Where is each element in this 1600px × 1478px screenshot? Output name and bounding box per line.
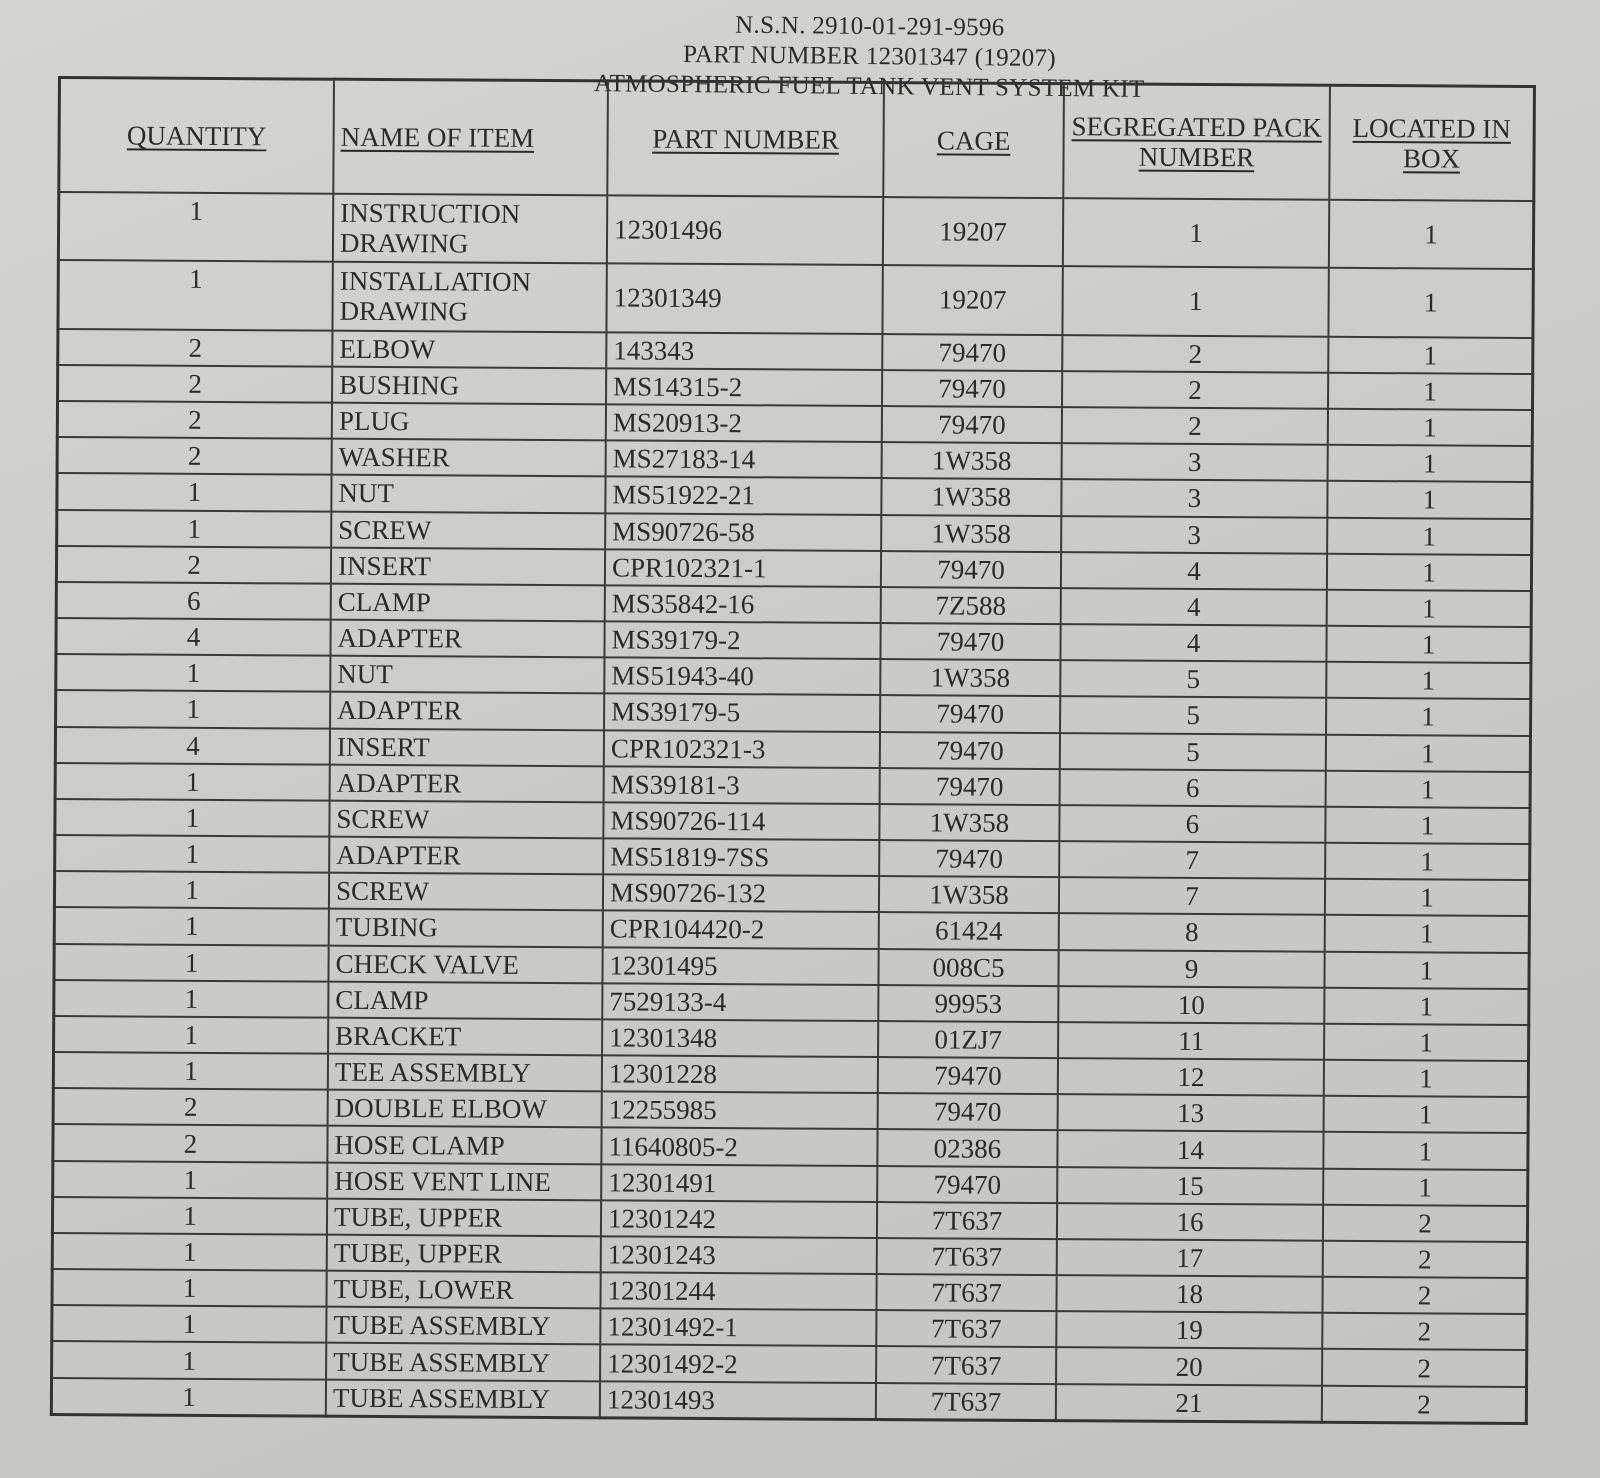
part-number-cell: MS51922-21: [605, 477, 881, 515]
segregated-pack-cell: 5: [1060, 660, 1326, 698]
cage-cell: 7T637: [877, 1238, 1057, 1275]
segregated-pack-cell: 15: [1057, 1167, 1323, 1205]
segregated-pack-cell: 17: [1057, 1239, 1323, 1277]
item-name-cell: PLUG: [332, 403, 606, 441]
quantity-cell: 1: [56, 654, 331, 692]
segregated-pack-cell: 8: [1059, 914, 1325, 952]
quantity-cell: 4: [55, 727, 330, 765]
table-header-row: [59, 78, 1535, 202]
table-row: [58, 260, 1533, 337]
segregated-pack-cell: 18: [1056, 1275, 1322, 1313]
quantity-cell: 1: [54, 944, 329, 982]
nsn-line: N.S.N. 2910-01-291-9596: [735, 11, 1005, 42]
segregated-pack-cell: 2: [1062, 407, 1328, 445]
part-number-cell: 12301493: [600, 1381, 876, 1420]
segregated-pack-cell: 1: [1062, 266, 1328, 336]
part-number-cell: MS14315-2: [606, 368, 882, 406]
item-name-cell: ADAPTER: [330, 692, 604, 730]
located-in-box-cell: 1: [1327, 481, 1532, 518]
item-name-cell: SCREW: [329, 873, 603, 911]
cage-cell: 008C5: [878, 949, 1058, 986]
quantity-cell: 1: [54, 907, 329, 945]
located-in-box-cell: 1: [1326, 662, 1531, 699]
item-name-cell: ADAPTER: [330, 620, 604, 658]
item-name-cell: ADAPTER: [329, 837, 603, 875]
part-number-cell: 12301242: [601, 1200, 877, 1238]
item-name-cell: HOSE CLAMP: [327, 1126, 601, 1164]
segregated-pack-cell: 13: [1058, 1094, 1324, 1132]
quantity-cell: 2: [53, 1088, 328, 1126]
cage-cell: 79470: [882, 334, 1062, 371]
item-name-cell: TUBE ASSEMBLY: [326, 1307, 600, 1345]
cage-cell: 79470: [878, 1057, 1058, 1094]
item-name-cell: HOSE VENT LINE: [327, 1162, 601, 1200]
item-name-cell: BRACKET: [328, 1018, 602, 1056]
located-in-box-cell: 1: [1326, 698, 1531, 735]
part-number-cell: CPR104420-2: [603, 911, 879, 949]
table-row: [58, 192, 1533, 269]
part-number-cell: MS51819-7SS: [603, 838, 879, 876]
part-number-cell: MS20913-2: [606, 404, 882, 442]
part-number-cell: MS39181-3: [604, 766, 880, 804]
segregated-pack-cell: 3: [1061, 516, 1327, 554]
quantity-cell: 2: [53, 1124, 328, 1162]
segregated-pack-cell: 3: [1062, 443, 1328, 481]
quantity-cell: 1: [55, 835, 330, 873]
cage-cell: 7T637: [876, 1310, 1056, 1347]
segregated-pack-cell: 16: [1057, 1203, 1323, 1241]
part-number-cell: 11640805-2: [601, 1128, 877, 1166]
quantity-cell: 1: [53, 1052, 328, 1090]
item-name-cell: INSERT: [331, 547, 605, 585]
segregated-pack-cell: 14: [1057, 1131, 1323, 1169]
segregated-pack-cell: 4: [1061, 588, 1327, 626]
located-in-box-cell: 1: [1324, 951, 1529, 988]
quantity-cell: 1: [52, 1233, 327, 1271]
segregated-pack-cell: 11: [1058, 1022, 1324, 1060]
segregated-pack-cell: 2: [1062, 371, 1328, 409]
located-in-box-cell: 1: [1323, 1168, 1528, 1205]
table-row: [51, 1378, 1526, 1424]
quantity-cell: 1: [55, 799, 330, 837]
part-number-cell: CPR102321-1: [605, 549, 881, 587]
item-name-cell: WASHER: [332, 439, 606, 477]
item-name-cell: INSTRUCTION DRAWING: [333, 194, 607, 264]
part-number-cell: MS90726-58: [605, 513, 881, 551]
item-name-cell: DOUBLE ELBOW: [328, 1090, 602, 1128]
quantity-cell: 1: [58, 260, 333, 330]
item-name-cell: NUT: [330, 656, 604, 694]
quantity-cell: 1: [54, 1016, 329, 1054]
located-in-box-cell: 1: [1327, 517, 1532, 554]
parts-table: [50, 76, 1536, 1425]
quantity-cell: 1: [52, 1197, 327, 1235]
item-name-cell: CHECK VALVE: [328, 945, 602, 983]
quantity-cell: 1: [54, 871, 329, 909]
located-in-box-cell: 1: [1326, 770, 1531, 807]
cage-cell: 79470: [880, 695, 1060, 732]
part-number-cell: 12301348: [602, 1019, 878, 1057]
part-number-cell: 7529133-4: [602, 983, 878, 1021]
segregated-pack-cell: 5: [1060, 697, 1326, 735]
located-in-box-cell: 2: [1322, 1385, 1527, 1423]
part-number-cell: 12301243: [601, 1236, 877, 1274]
quantity-cell: 1: [52, 1305, 327, 1343]
quantity-cell: 1: [55, 763, 330, 801]
quantity-cell: 2: [57, 401, 332, 439]
located-in-box-cell: 1: [1325, 915, 1530, 952]
segregated-pack-cell: 12: [1058, 1058, 1324, 1096]
item-name-cell: ADAPTER: [330, 764, 604, 802]
part-number-cell: 12301495: [602, 947, 878, 985]
segregated-pack-cell: 4: [1060, 624, 1326, 662]
segregated-pack-cell: 9: [1058, 950, 1324, 988]
segregated-pack-cell: 21: [1056, 1384, 1322, 1422]
part-number-cell: MS90726-132: [603, 875, 879, 913]
segregated-pack-cell: 19: [1056, 1311, 1322, 1349]
located-in-box-cell: 1: [1327, 590, 1532, 627]
item-name-cell: TEE ASSEMBLY: [328, 1054, 602, 1092]
item-name-cell: INSERT: [330, 728, 604, 766]
cage-cell: 61424: [879, 912, 1059, 949]
cage-cell: 7Z588: [881, 587, 1061, 624]
quantity-cell: 1: [53, 1161, 328, 1199]
cage-cell: 79470: [881, 551, 1061, 588]
cage-cell: 01ZJ7: [878, 1021, 1058, 1058]
part-number-cell: CPR102321-3: [604, 730, 880, 768]
segregated-pack-cell: 10: [1058, 986, 1324, 1024]
part-number-cell: 12301496: [607, 195, 883, 265]
quantity-cell: 1: [54, 980, 329, 1018]
segregated-pack-cell: 6: [1060, 769, 1326, 807]
segregated-pack-cell: 2: [1062, 335, 1328, 373]
cage-cell: 99953: [878, 985, 1058, 1022]
segregated-pack-cell: 7: [1059, 877, 1325, 915]
item-name-cell: TUBING: [329, 909, 603, 947]
cage-cell: 1W358: [881, 515, 1061, 552]
item-name-cell: TUBE ASSEMBLY: [326, 1343, 600, 1381]
item-name-cell: SCREW: [331, 511, 605, 549]
header-name-of-item: NAME OF ITEM: [333, 79, 608, 195]
located-in-box-cell: 1: [1323, 1132, 1528, 1169]
part-number-cell: 12301228: [602, 1055, 878, 1093]
segregated-pack-cell: 6: [1059, 805, 1325, 843]
item-name-cell: TUBE, UPPER: [327, 1235, 601, 1273]
located-in-box-cell: 1: [1324, 1024, 1529, 1061]
segregated-pack-cell: 20: [1056, 1348, 1322, 1386]
quantity-cell: 2: [58, 365, 333, 403]
item-name-cell: TUBE, UPPER: [327, 1198, 601, 1236]
part-number-cell: MS90726-114: [603, 802, 879, 840]
part-number-cell: MS39179-5: [604, 694, 880, 732]
quantity-cell: 1: [57, 510, 332, 548]
cage-cell: 7T637: [876, 1383, 1056, 1421]
quantity-cell: 1: [51, 1378, 326, 1417]
located-in-box-cell: 1: [1325, 843, 1530, 880]
segregated-pack-cell: 1: [1063, 198, 1329, 268]
quantity-cell: 4: [56, 618, 331, 656]
part-number-cell: MS27183-14: [606, 441, 882, 479]
cage-cell: 79470: [882, 406, 1062, 443]
located-in-box-cell: 1: [1324, 988, 1529, 1025]
kit-name-line: ATMOSPHERIC FUEL TANK VENT SYSTEM KIT: [593, 70, 1145, 103]
segregated-pack-cell: 4: [1061, 552, 1327, 590]
item-name-cell: SCREW: [329, 801, 603, 839]
quantity-cell: 1: [56, 690, 331, 728]
part-number-cell: 12301492-1: [600, 1309, 876, 1347]
table-body: [51, 192, 1533, 1423]
part-number-cell: MS35842-16: [605, 585, 881, 623]
cage-cell: 79470: [880, 623, 1060, 660]
part-number-cell: 12301491: [601, 1164, 877, 1202]
header-part-number: PART NUMBER: [607, 81, 884, 197]
cage-cell: 79470: [879, 840, 1059, 877]
cage-cell: 1W358: [879, 804, 1059, 841]
item-name-cell: CLAMP: [331, 584, 605, 622]
cage-cell: 19207: [882, 265, 1062, 334]
located-in-box-cell: 1: [1328, 445, 1533, 482]
item-name-cell: TUBE, LOWER: [326, 1271, 600, 1309]
located-in-box-cell: 2: [1323, 1205, 1528, 1242]
located-in-box-cell: 1: [1328, 268, 1533, 338]
quantity-cell: 2: [57, 437, 332, 475]
quantity-cell: 2: [56, 546, 331, 584]
item-name-cell: CLAMP: [328, 981, 602, 1019]
item-name-cell: ELBOW: [332, 330, 606, 368]
segregated-pack-cell: 5: [1060, 733, 1326, 771]
located-in-box-cell: 2: [1322, 1313, 1527, 1350]
item-name-cell: NUT: [331, 475, 605, 513]
located-in-box-cell: 1: [1324, 1096, 1529, 1133]
header-segregated-pack-number: SEGREGATED PACK NUMBER: [1063, 84, 1330, 200]
header-quantity: QUANTITY: [59, 78, 334, 194]
cage-cell: 79470: [878, 1093, 1058, 1130]
located-in-box-cell: 1: [1325, 807, 1530, 844]
part-number-cell: 143343: [606, 332, 882, 370]
quantity-cell: 1: [57, 473, 332, 511]
header-located-in-box: LOCATED IN BOX: [1329, 85, 1534, 201]
cage-cell: 7T637: [876, 1346, 1056, 1383]
part-number-cell: 12255985: [602, 1092, 878, 1130]
located-in-box-cell: 2: [1322, 1277, 1527, 1314]
located-in-box-cell: 1: [1329, 200, 1534, 270]
located-in-box-cell: 1: [1327, 553, 1532, 590]
part-number-line: PART NUMBER 12301347 (19207): [682, 41, 1057, 72]
segregated-pack-cell: 3: [1061, 479, 1327, 517]
cage-cell: 1W358: [879, 876, 1059, 913]
quantity-cell: 2: [58, 329, 333, 367]
cage-cell: 79470: [882, 370, 1062, 407]
located-in-box-cell: 2: [1322, 1349, 1527, 1386]
item-name-cell: TUBE ASSEMBLY: [326, 1379, 600, 1418]
located-in-box-cell: 1: [1328, 336, 1533, 373]
part-number-cell: 12301492-2: [600, 1345, 876, 1383]
cage-cell: 1W358: [880, 659, 1060, 696]
cage-cell: 7T637: [877, 1202, 1057, 1239]
item-name-cell: INSTALLATION DRAWING: [332, 262, 606, 332]
item-name-cell: BUSHING: [332, 367, 606, 405]
located-in-box-cell: 1: [1328, 409, 1533, 446]
quantity-cell: 1: [52, 1341, 327, 1379]
cage-cell: 79470: [880, 768, 1060, 805]
cage-cell: 1W358: [882, 442, 1062, 479]
located-in-box-cell: 1: [1324, 1060, 1529, 1097]
located-in-box-cell: 1: [1326, 734, 1531, 771]
quantity-cell: 1: [58, 192, 333, 262]
header-cage: CAGE: [883, 83, 1064, 199]
located-in-box-cell: 1: [1325, 879, 1530, 916]
part-number-cell: 12301244: [600, 1272, 876, 1310]
located-in-box-cell: 2: [1323, 1241, 1528, 1278]
quantity-cell: 6: [56, 582, 331, 620]
cage-cell: 1W358: [881, 478, 1061, 515]
part-number-cell: 12301349: [606, 264, 882, 334]
part-number-cell: MS51943-40: [604, 658, 880, 696]
parts-table-container: [50, 76, 1528, 1425]
quantity-cell: 1: [52, 1269, 327, 1307]
cage-cell: 7T637: [876, 1274, 1056, 1311]
part-number-cell: MS39179-2: [604, 621, 880, 659]
located-in-box-cell: 1: [1326, 626, 1531, 663]
segregated-pack-cell: 7: [1059, 841, 1325, 879]
cage-cell: 79470: [880, 732, 1060, 769]
cage-cell: 02386: [877, 1129, 1057, 1166]
cage-cell: 79470: [877, 1166, 1057, 1203]
cage-cell: 19207: [883, 197, 1063, 266]
located-in-box-cell: 1: [1328, 373, 1533, 410]
